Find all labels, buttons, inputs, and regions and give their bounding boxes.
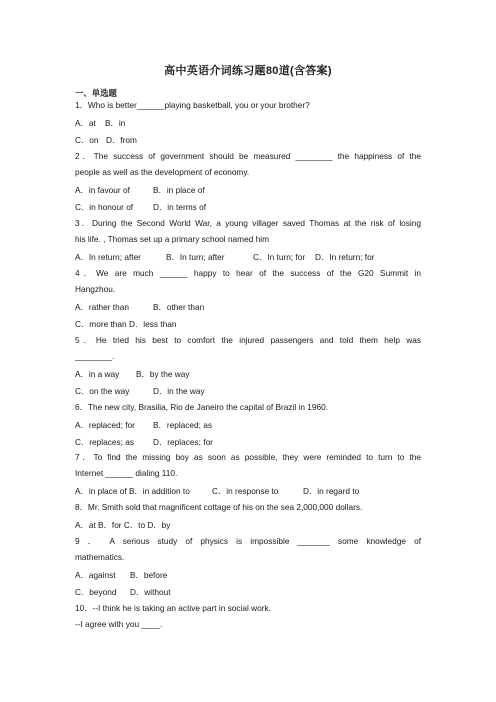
q3-option-a: A．In return; after <box>75 252 141 262</box>
q3-option-c: C．In turn; for <box>253 252 306 262</box>
q2-option-d: D．in terms of <box>153 202 207 212</box>
q2-option-a: A．in favour of <box>75 185 130 195</box>
q7-option-d: D．in regard to <box>303 486 360 496</box>
q9-option-b: B．before <box>130 570 168 580</box>
question-10-stem-line1: 10．--I think he is taking an active part in social work. <box>75 603 271 613</box>
question-10-stem-line2: --I agree with you ____. <box>75 619 163 629</box>
question-1-stem: 1．Who is better______playing basketball, you or your brother? <box>75 100 310 110</box>
question-9-stem-line1: 9 ． A serious study of physics is impossible _______ some knowledge of <box>75 536 421 546</box>
q1-option-a: A．at <box>75 118 96 128</box>
q5-option-b: B．by the way <box>136 369 190 379</box>
question-7-stem-line1: 7．To find the missing boy as soon as possible, they were reminded to turn to the <box>75 452 421 462</box>
question-5-stem-line1: 5．He tried his best to comfort the injured passengers and told them help was <box>75 335 421 345</box>
q8-options: A．at B．for C．to D．by <box>75 520 171 530</box>
question-2-stem-line1: 2．The success of government should be measured ________ the happiness of the <box>75 151 421 161</box>
q7-option-ab: A．in place of B．in addition to <box>75 486 190 496</box>
q3-option-b: B．In turn; after <box>166 252 225 262</box>
question-2-stem-line2: people as well as the development of economy. <box>75 167 250 177</box>
q5-option-a: A．in a way <box>75 369 120 379</box>
q4-option-cd: C．more than D．less than <box>75 319 177 329</box>
q6-option-b: B．replaced; as <box>153 420 213 430</box>
question-9-stem-line2: mathematics. <box>75 552 125 562</box>
page-title: 高中英语介词练习题80道(含答案) <box>164 65 332 77</box>
q5-option-c: C．on the way <box>75 386 130 396</box>
q4-option-a: A．rather than <box>75 302 129 312</box>
q9-option-c: C．beyond <box>75 587 117 597</box>
question-3-stem-line1: 3．During the Second World War, a young villager saved Thomas at the risk of losing <box>75 218 421 228</box>
question-4-stem-line1: 4．We are much ______ happy to hear of the success of the G20 Summit in <box>75 268 421 278</box>
q9-option-d: D．without <box>130 587 171 597</box>
question-5-stem-line2: ________. <box>75 351 115 361</box>
q9-option-a: A．against <box>75 570 116 580</box>
q1-option-b: B．in <box>105 118 126 128</box>
question-8-stem: 8．Mr. Smith sold that magnificent cottage of his on the sea 2,000,000 dollars. <box>75 502 363 512</box>
section-heading: 一、单选题 <box>75 88 117 98</box>
q4-option-b: B．other than <box>153 302 205 312</box>
q6-option-c: C．replaces; as <box>75 437 135 447</box>
q2-option-b: B．in place of <box>153 185 205 195</box>
question-4-stem-line2: Hangzhou. <box>75 284 116 294</box>
q3-option-d: D．In return; for <box>315 252 375 262</box>
q2-option-c: C．in honour of <box>75 202 134 212</box>
q6-option-d: D．replaces; for <box>153 437 213 447</box>
q1-option-c: C．on <box>75 135 99 145</box>
q7-option-c: C．in response to <box>212 486 279 496</box>
question-3-stem-line2: his life. , Thomas set up a primary school named him <box>75 234 269 244</box>
q6-option-a: A．replaced; for <box>75 420 135 430</box>
question-7-stem-line2: Internet ______ dialing 110. <box>75 468 178 478</box>
question-6-stem: 6．The new city, Brasilia, Rio de Janeiro the capital of Brazil in 1960. <box>75 402 329 412</box>
q1-option-d: D．from <box>106 135 137 145</box>
q5-option-d: D．in the way <box>153 386 205 396</box>
